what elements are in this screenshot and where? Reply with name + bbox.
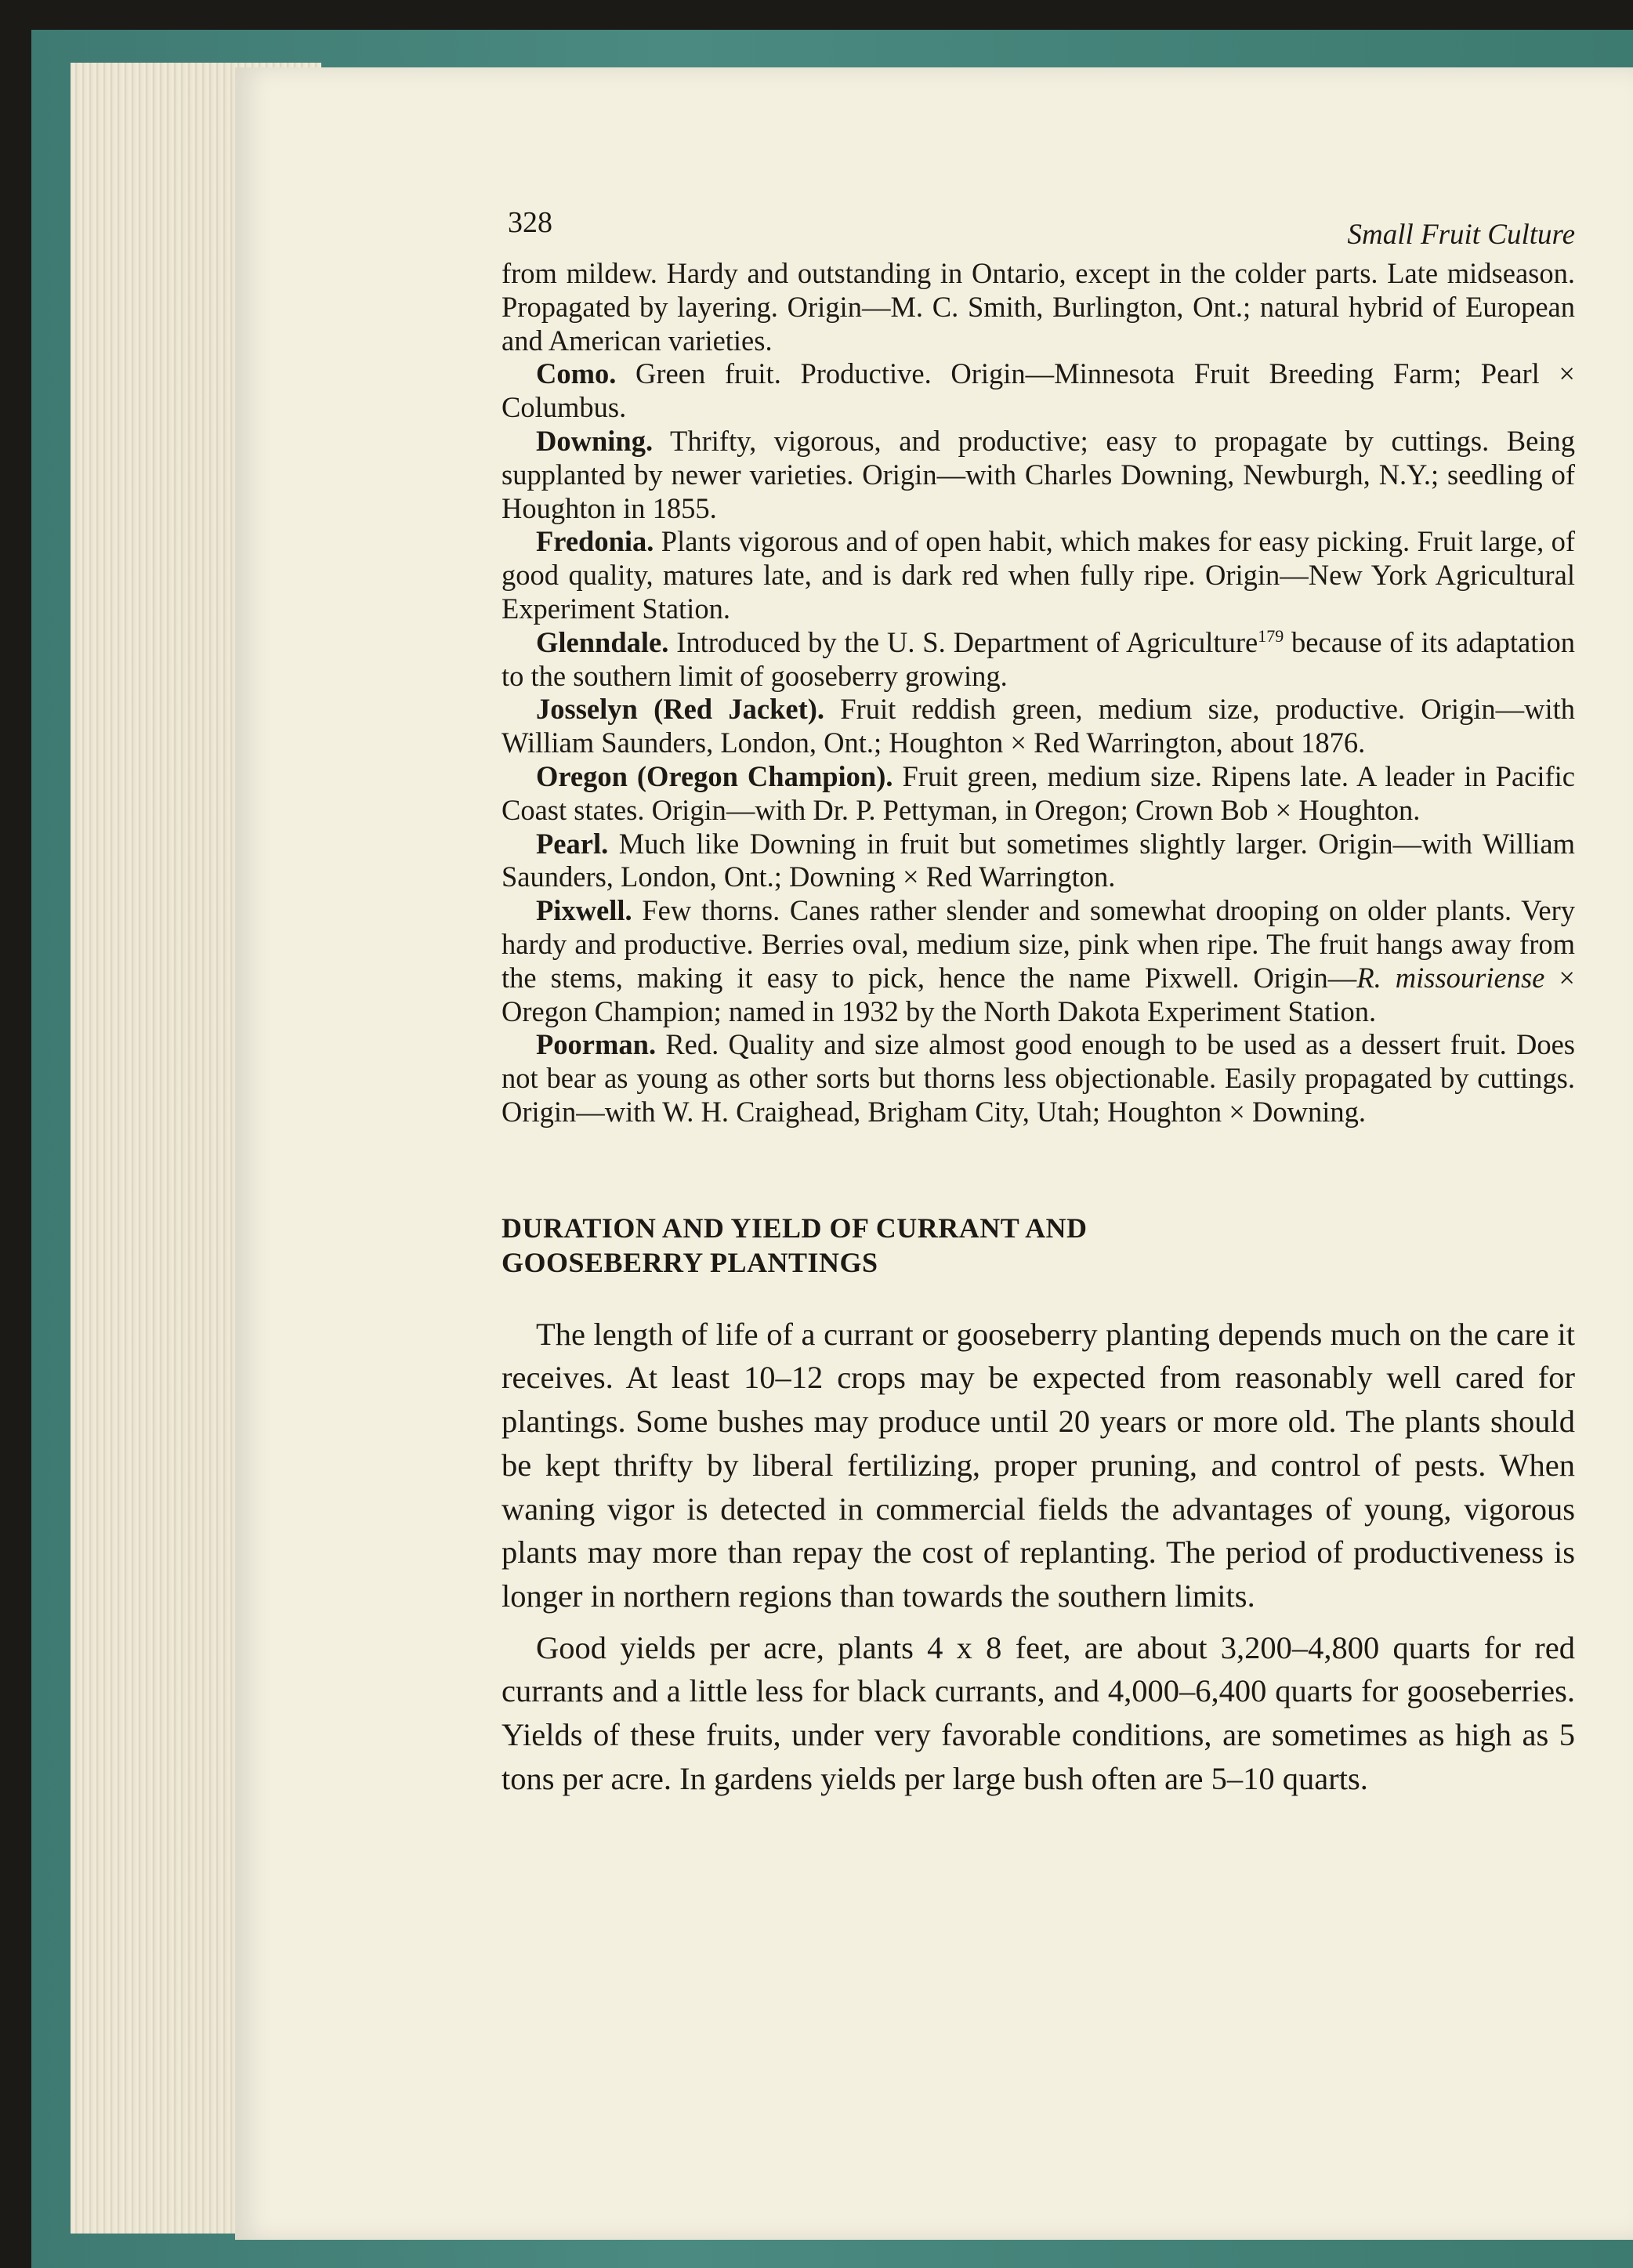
entry-text: Thrifty, vigorous, and productive; easy to propagate by cuttings. Being supplanted by newer varieties. Origin—with Charles Downing, Newburgh, N.Y.; seedling of Houghton in 1855. (501, 424, 1575, 524)
page-number: 328 (508, 206, 552, 239)
species-name: R. missouriense (1356, 961, 1545, 994)
variety-entry-pearl (501, 828, 1575, 895)
variety-name: Pearl. (536, 827, 609, 860)
running-title: Small Fruit Culture (1347, 219, 1575, 251)
variety-name: Downing. (536, 424, 654, 457)
variety-entry-como (501, 357, 1575, 425)
section-body (501, 1313, 1575, 1801)
paragraph: The length of life of a currant or gooseberry planting depends much on the care it receives. At least 10–12 crops may be expected from reasonably well cared for plantings. Some bushes may produce until 20 years or more old. The plants should be kept thrifty by liberal fertilizing, proper pruning, and control of pests. When waning vigor is detected in commercial fields the advantages of young, vigorous plants may more than repay the cost of replanting. The period of productiveness is longer in northern regions than towards the southern limits. (501, 1316, 1575, 1614)
entry-text: × Oregon Champion; named in 1932 by the North Dakota Experiment Station. (501, 961, 1575, 1027)
variety-list (501, 257, 1575, 1129)
variety-entry-josselyn (501, 693, 1575, 760)
entry-text: Introduced by the U. S. Department of Agriculture (676, 625, 1258, 658)
variety-name: Poorman. (536, 1028, 657, 1061)
entry-text: Red. Quality and size almost good enough to be used as a dessert fruit. Does not bear as young as other sorts but thorns less objectionable. Easily propagated by cuttings. Origin—with W. H. Craighead, Brigham City, Utah; Houghton × Downing. (501, 1028, 1575, 1128)
variety-entry-oregon (501, 760, 1575, 828)
entry-text: Fruit reddish green, medium size, productive. Origin—with William Saunders, London, Ont.; Houghton × Red Warrington, about 1876. (501, 693, 1575, 759)
entry-text: Plants vigorous and of open habit, which makes for easy picking. Fruit large, of good quality, matures late, and is dark red when fully ripe. Origin—New York Agricultural Experiment Station. (501, 525, 1576, 625)
variety-name: Fredonia. (536, 525, 654, 558)
variety-name: Josselyn (Red Jacket). (536, 693, 825, 726)
entry-text: because of its adaptation to the southern limit of gooseberry growing. (501, 625, 1576, 692)
variety-entry-downing (501, 425, 1575, 525)
variety-entry-continued (501, 257, 1575, 357)
variety-entry-poorman (501, 1028, 1575, 1129)
page-header (501, 205, 1575, 257)
variety-name: Glenndale. (536, 625, 669, 658)
variety-name: Pixwell. (536, 894, 632, 927)
entry-text: Fruit green, medium size. Ripens late. A leader in Pacific Coast states. Origin—with Dr. P. Pettyman, in Oregon; Crown Bob × Houghton. (501, 759, 1576, 826)
footnote-reference: 179 (1258, 625, 1284, 646)
entry-text: Green fruit. Productive. Origin—Minnesota Fruit Breeding Farm; Pearl × Columbus. (501, 357, 1576, 424)
variety-entry-pixwell (501, 894, 1575, 1028)
paragraph: Good yields per acre, plants 4 x 8 feet, are about 3,200–4,800 quarts for red currants and a little less for black currants, and 4,000–6,400 quarts for gooseberries. Yields of these fruits, under very favorable conditions, are sometimes as high as 5 tons per acre. In gardens yields per large bush often are 5–10 quarts. (501, 1629, 1575, 1796)
variety-entry-fredonia (501, 525, 1575, 625)
page-content (501, 205, 1575, 1800)
variety-entry-glenndale (501, 626, 1575, 694)
variety-name: Como. (536, 357, 617, 390)
entry-text: Few thorns. Canes rather slender and somewhat drooping on older plants. Very hardy and productive. Berries oval, medium size, pink when ripe. The fruit hangs away from the stems, making it easy to pick, hence the name Pixwell. Origin— (501, 894, 1575, 994)
entry-text: Much like Downing in fruit but sometimes slightly larger. Origin—with William Saunders, London, Ont.; Downing × Red Warrington. (501, 827, 1576, 893)
entry-text: from mildew. Hardy and outstanding in Ontario, except in the colder parts. Late midseason. Propagated by layering. Origin—M. C. Smith, Burlington, Ont.; natural hybrid of European and American varieties. (501, 257, 1575, 357)
section-heading: DURATION AND YIELD OF CURRANT AND GOOSEBERRY PLANTINGS (501, 1212, 1088, 1278)
variety-name: Oregon (Oregon Champion). (536, 759, 893, 792)
